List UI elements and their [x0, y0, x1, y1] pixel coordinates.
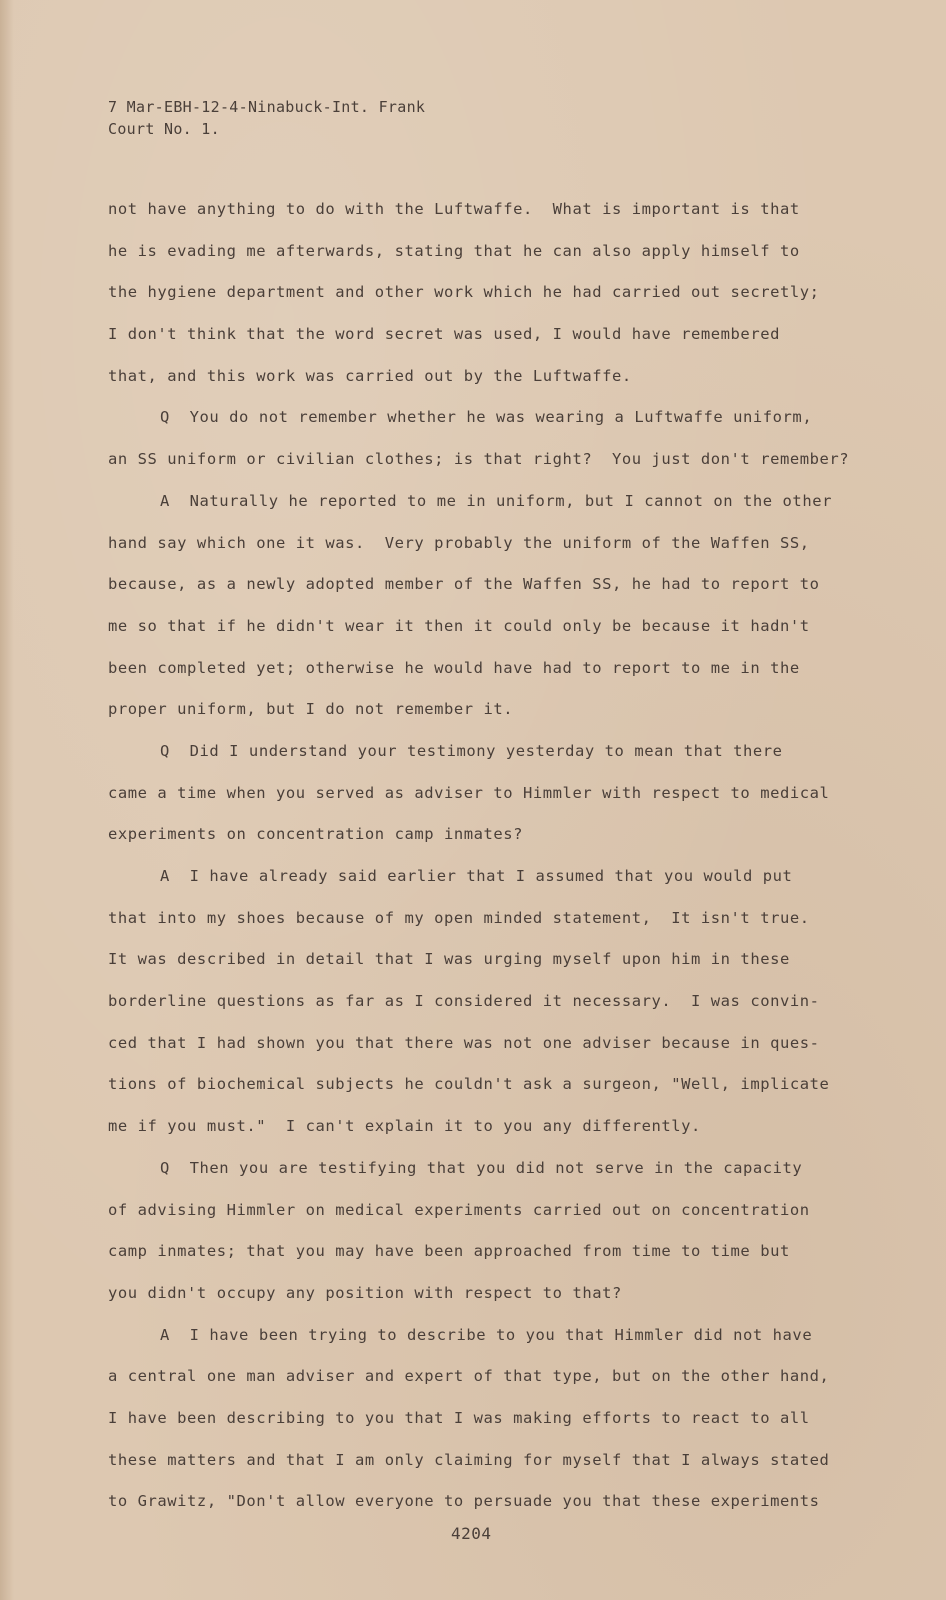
transcript-line: not have anything to do with the Luftwaffe. What is important is that [108, 200, 800, 218]
transcript-body [108, 198, 888, 1532]
transcript-line: A Naturally he reported to me in uniform, but I cannot on the other [160, 491, 832, 510]
transcript-line: the hygiene department and other work which he had carried out secretly; [108, 283, 820, 302]
transcript-line: been completed yet; otherwise he would have had to report to me in the [108, 658, 800, 677]
transcript-line: proper uniform, but I do not remember it. [108, 700, 514, 719]
transcript-line: tions of biochemical subjects he couldn't ask a surgeon, "Well, implicate [108, 1075, 830, 1094]
transcript-line: hand say which one it was. Very probably the uniform of the Waffen SS, [108, 533, 810, 552]
transcript-line: It was described in detail that I was urging myself upon him in these [108, 950, 790, 969]
page-number: 4204 [451, 1524, 492, 1543]
transcript-line: A I have already said earlier that I assumed that you would put [160, 867, 793, 885]
transcript-line: ced that I had shown you that there was not one adviser because in ques- [108, 1033, 820, 1052]
transcript-line: camp inmates; that you may have been approached from time to time but [108, 1242, 790, 1261]
transcript-line: he is evading me afterwards, stating that he can also apply himself to [108, 241, 800, 260]
transcript-line: experiments on concentration camp inmates? [108, 825, 524, 844]
transcript-line: I have been describing to you that I was making efforts to react to all [108, 1408, 810, 1427]
document-header [108, 96, 425, 140]
transcript-line: I don't think that the word secret was used, I would have remembered [108, 325, 780, 344]
transcript-line: that, and this work was carried out by the Luftwaffe. [108, 366, 632, 385]
transcript-line: borderline questions as far as I considered it necessary. I was convin- [108, 992, 820, 1011]
transcript-line: A I have been trying to describe to you that Himmler did not have [160, 1325, 813, 1344]
transcript-line: Q Did I understand your testimony yesterday to mean that there [160, 741, 783, 760]
transcript-line: came a time when you served as adviser to Himmler with respect to medical [108, 783, 830, 802]
transcript-line: because, as a newly adopted member of the Waffen SS, he had to report to [108, 575, 820, 594]
paper-edge [0, 0, 14, 1600]
transcript-line: these matters and that I am only claiming for myself that I always stated [108, 1450, 830, 1469]
transcript-line: Q Then you are testifying that you did not serve in the capacity [160, 1158, 803, 1177]
transcript-line: me so that if he didn't wear it then it could only be because it hadn't [108, 616, 810, 635]
transcript-line: of advising Himmler on medical experiments carried out on concentration [108, 1200, 810, 1219]
transcript-line: that into my shoes because of my open minded statement, It isn't true. [108, 908, 810, 927]
transcript-line: me if you must." I can't explain it to you any differently. [108, 1117, 701, 1136]
transcript-line: you didn't occupy any position with respect to that? [108, 1283, 622, 1302]
header-reference-line: 7 Mar-EBH-12-4-Ninabuck-Int. Frank [108, 98, 426, 116]
header-court-line: Court No. 1. [108, 120, 220, 138]
transcript-line: a central one man adviser and expert of that type, but on the other hand, [108, 1367, 830, 1386]
transcript-line: to Grawitz, "Don't allow everyone to persuade you that these experiments [108, 1492, 820, 1511]
transcript-line: an SS uniform or civilian clothes; is that right? You just don't remember? [108, 450, 850, 469]
transcript-line: Q You do not remember whether he was wearing a Luftwaffe uniform, [160, 408, 813, 427]
